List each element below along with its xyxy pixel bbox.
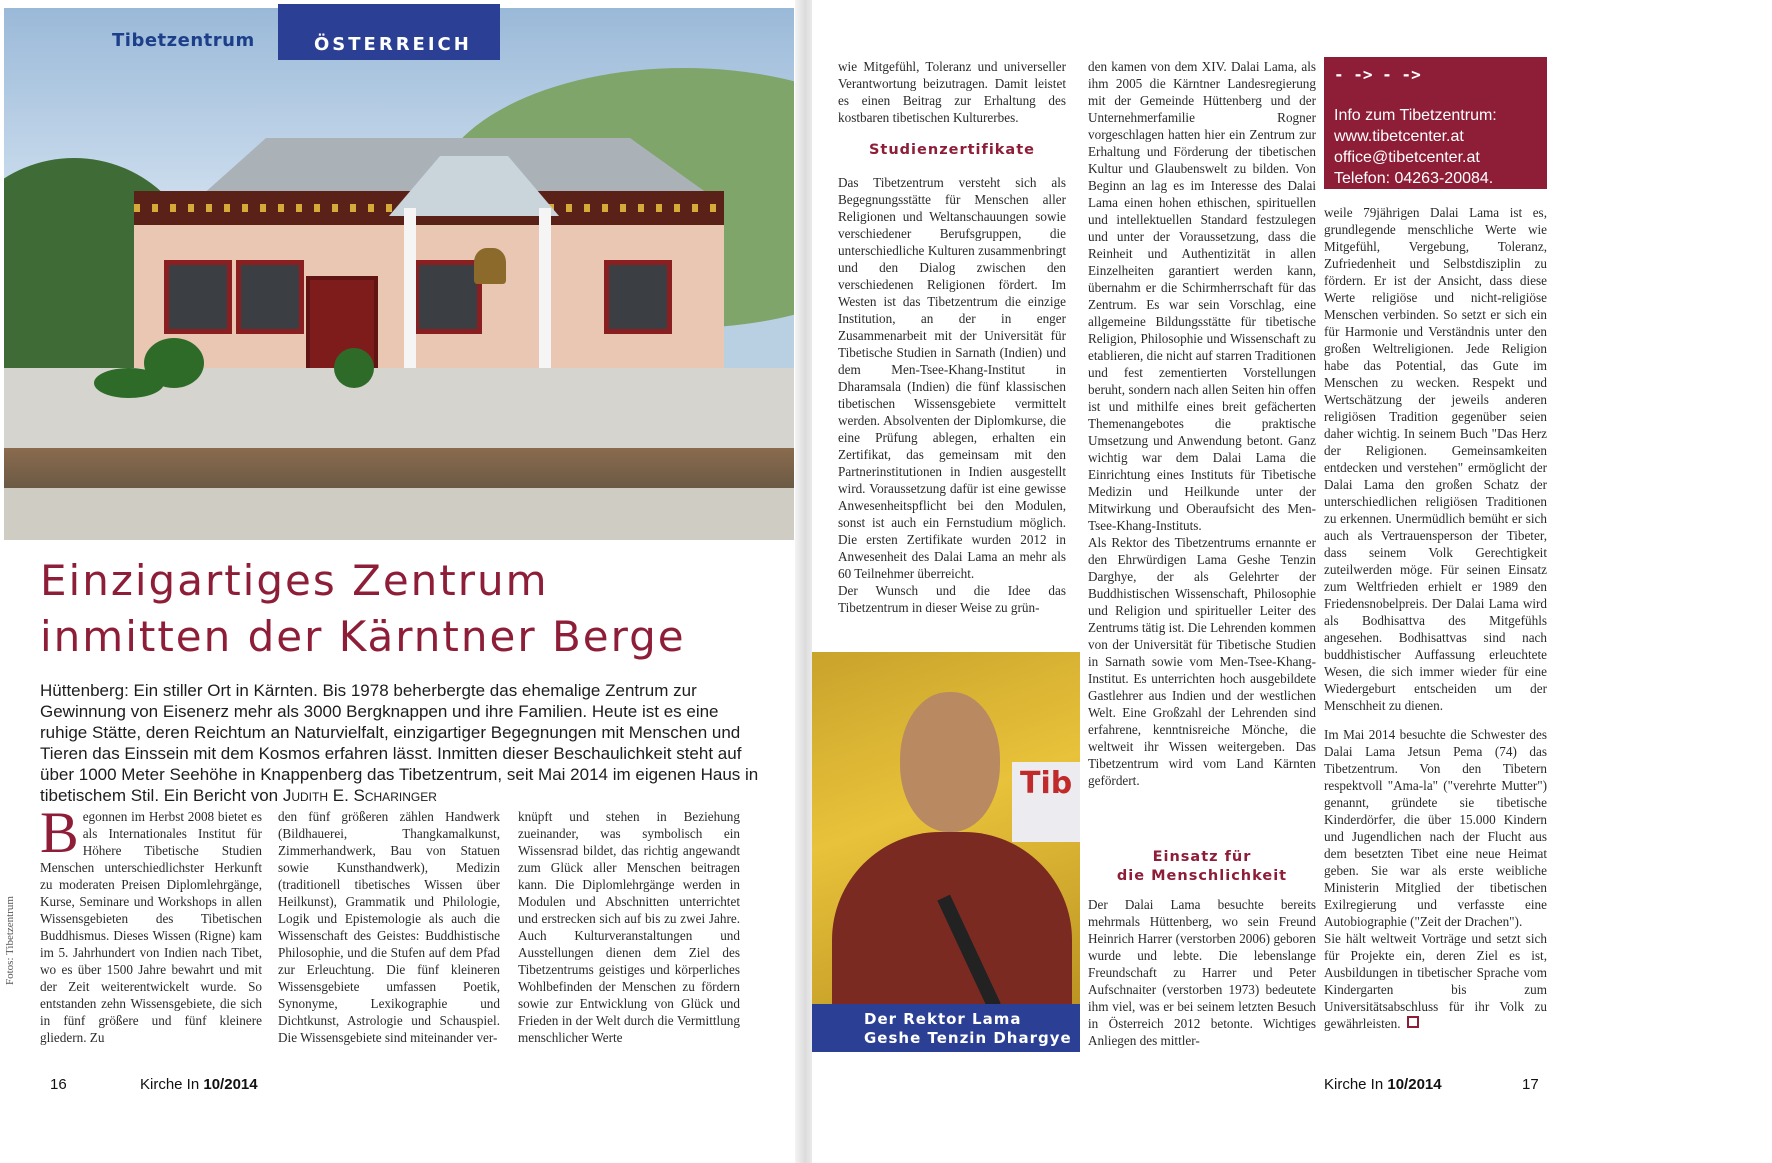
dropcap: B — [40, 800, 79, 865]
intro-paragraph — [40, 680, 760, 806]
window — [164, 260, 232, 334]
paragraph: Das Tibetzentrum versteht sich als Begegnungsstätte für Menschen aller Religionen und Weltanschauungen sowie verschiedener Berufsgruppen, die unterschiedliche Kulturen zusammenbringt und den Dialog zwischen den verschiedenen Religionen fördert. Im Westen ist das Tibetzentrum die einzige Institution, an der in enger Zusammenarbeit mit der Universität für Tibetische Studien in Sarnath (Indien) und dem Men-Tsee-Khang-Institut in Dharamsala (Indien) die fünf klassischen tibetischen Wissensgebiete vermittelt werden. Absolventen der Diplomkurse, die eine Prüfung ablegen, erhalten ein Zertifikat, das gemeinsam mit den Partnerinstitutionen in Indien ausgestellt wird. Voraussetzung dafür ist eine gewisse Anwesenheitspflicht bei den Modulen, sonst ist auch ein Fernstudium möglich. Die ersten Zertifikate wurden 2012 in Anwesenheit des Dalai Lama an mehr als 60 Teilnehmer überreicht. — [838, 175, 1066, 581]
right-column-3 — [1324, 204, 1547, 1032]
end-mark-icon — [1407, 1016, 1419, 1028]
face-shape — [900, 692, 1000, 832]
subhead-line-1: Einsatz für — [1152, 849, 1252, 865]
author-name: Judith E. Scharinger — [282, 786, 437, 805]
footer-magazine-right — [1324, 1076, 1442, 1093]
page-number-right: 17 — [1522, 1076, 1539, 1093]
section-label: Tibetzentrum — [112, 30, 255, 51]
paragraph: Als Rektor des Tibetzentrums ernannte er den Ehrwürdigen Lama Geshe Tenzin Darghye, der als Gelehrter der Buddhistischen Wissenschaft, Philosophie und Religion und spiritueller Leiter des Zentrums tätig ist. Die Lehrenden kommen von der Universität für Tibetische Studien in Sarnath sowie vom Men-Tsee-Khang-Institut. Es unterrichten hoch ausgebildete Gastlehrer aus Indien und der westlichen Welt. Eine Großzahl der Lehrenden sind erfahrene, kenntnisreiche Mönche, die weltweit ihr Wissen weitergeben. Das Tibetzentrum wird vom Land Kärnten gefördert. — [1088, 535, 1316, 788]
caption-line-2: Geshe Tenzin Dhargye — [864, 1029, 1072, 1047]
page-number-left: 16 — [50, 1076, 67, 1093]
phone-number: Telefon: 04263-20084. — [1334, 170, 1494, 187]
footer-magazine-left — [140, 1076, 258, 1093]
article-column-2: den fünf größeren zählen Handwerk (Bildhauerei, Thangkamalkunst, Zimmerhandwerk, Bau von Statuen sowie Kunsthandwerk), Medizin (traditionell tibetisches Wissen über Heilkunst), Grammatik und Philologie, Logik und Epistemologie als auch die Wissenschaft des Geistes: Buddhistische Philosophie, und die Stufen auf dem Pfad zur Erleuchtung. Die fünf kleineren Wissensgebiete umfassen Poetik, Synonyme, Lexikographie und Dichtkunst, Astrologie und Schauspiel. Die Wissensgebiete sind miteinander ver- — [278, 809, 500, 1045]
intro-text: Hüttenberg: Ein stiller Ort in Kärnten. Bis 1978 beherbergte das ehemalige Zentrum zur Gewinnung von Eisenerz mehr als 3000 Bergknappen und ihre Familien. Heute ist es eine ruhige Stätte, deren Reichtum an Naturvielfalt, einzigartiger Begegnungen mit Menschen und Tieren das Einssein mit dem Kosmos erfahren lässt. Inmitten dieser Beschaulichkeit steht auf über 1000 Meter Seehöhe in Knappenberg das Tibetzentrum, seit Mai 2014 im eigenen Haus in tibetischem Stil. Ein Bericht von — [40, 681, 759, 805]
caption-line-1: Der Rektor Lama — [864, 1010, 1022, 1028]
subhead-einsatz — [1088, 848, 1316, 886]
right-column-2 — [1088, 58, 1316, 789]
paragraph: Im Mai 2014 besuchte die Schwester des Dalai Lama Jetsun Pema (74) das Tibetzentrum. Von den Tibetern respektvoll "Ama-la" ("verehrte Mutter") genannt, gründete sie tibetische Kinderdörfer, die über 15.000 Kindern und Jugendlichen nach der Flucht aus dem besetzten Tibet eine neue Heimat geben. Sie war als erste weibliche Ministerin Mitglied der tibetischen Exilregierung und verfasste eine Autobiographie ("Zeit der Drachen"). — [1324, 727, 1547, 929]
photo-credit: Fotos: Tibetzentrum — [4, 896, 16, 985]
bell-icon — [474, 248, 506, 284]
article-column-1 — [40, 800, 262, 1046]
banner-sign — [1012, 762, 1080, 842]
column-text: egonnen im Herbst 2008 bietet es als Internationales Institut für Höhere Tibetische Studien Menschen unterschiedlichster Herkunft zu moderaten Preisen Diplomlehrgänge, Kurse, Seminare und Workshops in allen Wissensgebieten des Tibetischen Buddhismus. Dieses Wissen (Rigne) kam im 5. Jahrhundert von Indien nach Tibet, wo es über 1500 Jahre bewahrt und mit der Zeit weiterentwickelt wurde. So entstanden zehn Wissensgebiete, die sich in fünf größere und fünf kleinere gliedern. Zu — [40, 809, 262, 1045]
headline-line-2: inmitten der Kärntner Berge — [40, 612, 686, 661]
right-page — [812, 0, 1772, 1163]
subhead-line-2: die Menschlichkeit — [1116, 868, 1288, 884]
subhead-studienzertifikate: Studienzertifikate — [868, 142, 1035, 158]
curb — [4, 488, 794, 540]
issue-number: 10/2014 — [1387, 1076, 1442, 1093]
paragraph-text: Sie hält weltweit Vorträge und setzt sich für Projekte ein, deren Ziel es ist, Ausbildungen in tibetischer Sprache vom Kindergarten bis zum Universitätsabschluss für ihr Volk zu gewährleisten. — [1324, 931, 1547, 1031]
info-title: Info zum Tibetzentrum: — [1334, 107, 1497, 124]
bush — [94, 368, 164, 398]
headline-line-1: Einzigartiges Zentrum — [40, 556, 549, 605]
rektor-portrait-photo — [812, 652, 1080, 1052]
country-bar — [278, 4, 500, 60]
info-box — [1324, 57, 1547, 189]
right-column-1-main — [838, 174, 1066, 616]
window — [414, 260, 482, 334]
magazine-name: Kirche In — [140, 1076, 200, 1093]
paragraph: den kamen von dem XIV. Dalai Lama, als ihm 2005 die Kärntner Landesregierung mit der Gemeinde Hüttenberg und der Unternehmerfamilie Rogner vorgeschlagen hatten hier ein Zentrum zur Erhaltung und Förderung der tibetischen Kultur und Glaubenswelt zu bilden. Von Beginn an lag es im Interesse des Dalai Lama einen hohen ethischen, spirituellen und intellektuellen Standard festzulegen und unter der Voraussetzung, dass die Reinheit und Authentizität in allen Einzelheiten garantiert werden kann, übernahm er die Schirmherrschaft für das Zentrum. Es war sein Vorschlag, eine allgemeine Bildungsstätte für tibetische Religion, Philosophie und Wissenschaft zu etablieren, die nicht auf starren Traditionen und fest zementierten Vorstellungen beruht, sondern nach allen Seiten hin offen ist und mithilfe eines breit gefächerten Themenangebotes die praktische Umsetzung und Anwendung betont. Ganz wichtig war dem Dalai Lama die Einrichtung eines Instituts für Tibetische Medizin und Heilkunde unter der Mitwirkung und Oberaufsicht des Men-Tsee-Khang-Instituts. — [1088, 59, 1316, 533]
garden-bed — [4, 448, 794, 488]
magazine-name: Kirche In — [1324, 1076, 1384, 1093]
paragraph: weile 79jährigen Dalai Lama ist es, grundlegende menschliche Werte wie Mitgefühl, Vergebung, Toleranz, Zufriedenheit und Selbstdisziplin zu fördern. Er ist der Ansicht, dass diese Werte religiöse und nicht-religiöse Menschen verbinden. So setzt er sich ein für Harmonie und Verständnis unter den großen Weltreligionen. Jede Religion habe das Potential, das Gute im Menschen zu wecken. Respekt und Wertschätzung der jeweils anderen religiösen Tradition gegenüber seien daher wichtig. In seinem Buch "Das Herz der Religionen. Gemeinsamkeiten entdecken und verstehen" ermöglicht der Dalai Lama den großen Schatz der unterschiedlichen religiösen Traditionen zu erkennen. Unermüdlich bemüht er sich auch als Vertrauensperson der Tibeter, dass seinem Volk Gerechtigkeit zuteilwerden möge. Für seinen Einsatz zum Weltfrieden erhielt er 1989 den Friedensnobelpreis. Der Dalai Lama wird als Bodhisattva des Mitgefühls angesehen. Bodhisattvas sind nach buddhistischer Auffassung erleuchtete Wesen, die sich immer wieder für eine Wiedergeburt entscheiden um der Menschheit zu dienen. — [1324, 205, 1547, 713]
email-link[interactable]: office@tibetcenter.at — [1334, 149, 1480, 166]
window — [604, 260, 672, 334]
right-column-2-end: Der Dalai Lama besuchte bereits mehrmals Hüttenberg, wo sein Freund Heinrich Harrer (verstorben 2006) geboren wurde und lebte. Die lebenslange Freundschaft zu Harrer und Peter Aufschnaiter (verstorben 1973) bedeutete ihm viel, was er bei seinem letzten Besuch in Österreich 2012 betonte. Wichtiges Anliegen des mittler- — [1088, 897, 1316, 1048]
country-label: ÖSTERREICH — [314, 34, 472, 55]
bush — [334, 348, 374, 388]
banner-sign-text: Tib — [1020, 766, 1073, 801]
paragraph: Der Wunsch und die Idee das Tibetzentrum in dieser Weise zu grün- — [838, 583, 1066, 615]
arrow-icon: - -> - -> — [1334, 65, 1421, 84]
photo-caption — [812, 1004, 1080, 1052]
paragraph — [1324, 930, 1547, 1032]
website-link[interactable]: www.tibetcenter.at — [1334, 128, 1464, 145]
issue-number: 10/2014 — [203, 1076, 258, 1093]
article-column-3: knüpft und stehen in Beziehung zueinander, was symbolisch ein Wissensrad bildet, das richtig angewandt zum Glück aller Menschen beitragen kann. Die Diplomlehrgänge werden in Modulen und Abschnitten unterrichtet und erstrecken sich auf bis zu zwei Jahre. Auch Kulturveranstaltungen und Ausstellungen dienen dem Ziel des Tibetzentrums geistiges und körperliches Wohlbefinden der Menschen zu fördern sowie zur Entwicklung von Glück und Frieden in der Welt durch die Vermittlung menschlicher Werte — [518, 809, 740, 1045]
right-column-1-top: wie Mitgefühl, Toleranz und universeller Verantwortung beizutragen. Damit leistet es einen Beitrag zur Erhaltung des kostbaren tibetischen Kulturerbes. — [838, 59, 1066, 125]
tibet-center-building-photo — [4, 8, 794, 540]
left-page — [0, 0, 800, 1163]
headline — [40, 553, 780, 665]
window — [236, 260, 304, 334]
